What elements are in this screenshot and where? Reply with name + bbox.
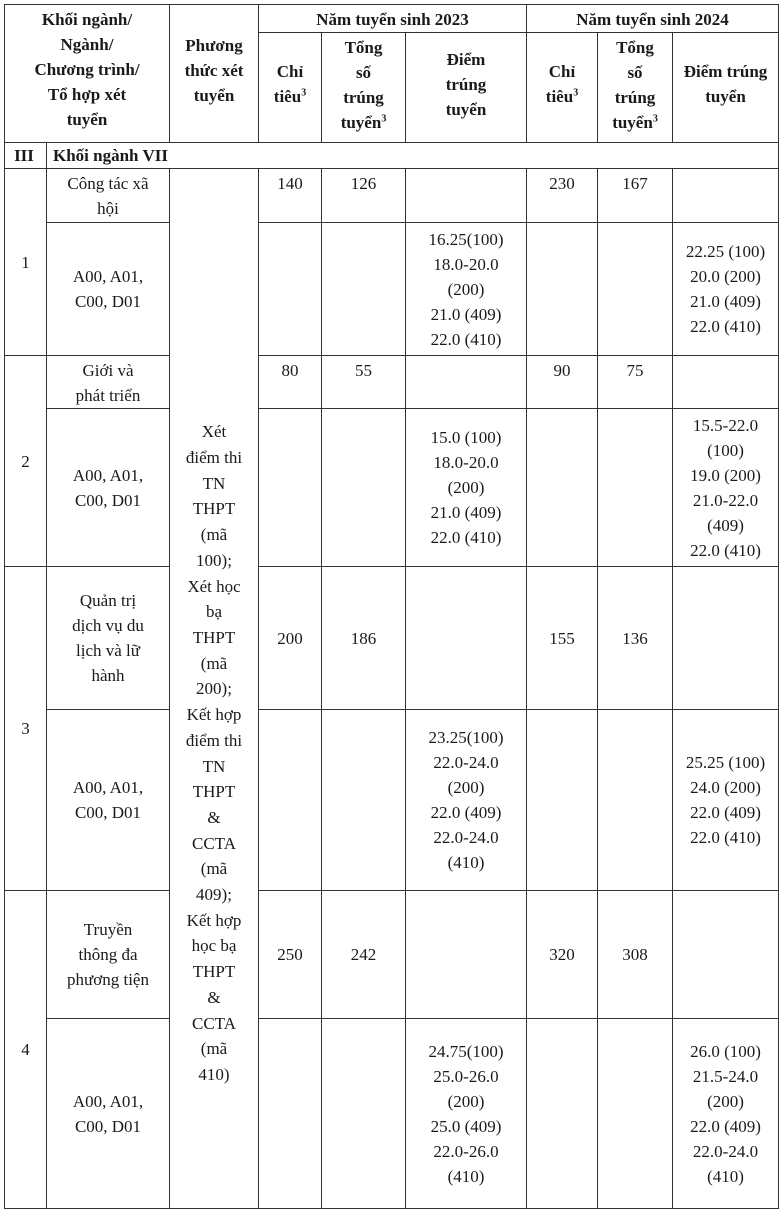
- header-tong-so-2023: Tổng số trúng tuyển$^3$: [322, 33, 406, 143]
- header-year-2024: Năm tuyển sinh 2024: [527, 5, 779, 33]
- score-2024: 15.5-22.0 (100) 19.0 (200) 21.0-22.0 (409) 22.0 (410): [673, 409, 779, 567]
- header-phuong-thuc: Phương thức xét tuyển: [170, 5, 259, 143]
- admitted-2023: 126: [322, 169, 406, 223]
- score-2024-empty: [673, 356, 779, 409]
- quota-2024: 320: [527, 891, 598, 1019]
- major-name: Giới và phát triển: [47, 356, 170, 409]
- header-chi-tieu-2023: Chỉ tiêu$^3$: [259, 33, 322, 143]
- row-number: 1: [5, 169, 47, 356]
- header-chi-tieu-2024: Chỉ tiêu$^3$: [527, 33, 598, 143]
- score-2023-empty: [406, 169, 527, 223]
- quota-2024: 155: [527, 567, 598, 710]
- row-number: 3: [5, 567, 47, 891]
- empty-cell: [322, 223, 406, 356]
- major-name: Công tác xã hội: [47, 169, 170, 223]
- score-2024-empty: [673, 169, 779, 223]
- empty-cell: [598, 1019, 673, 1209]
- admitted-2024: 167: [598, 169, 673, 223]
- admitted-2023: 55: [322, 356, 406, 409]
- admitted-2023: 186: [322, 567, 406, 710]
- section-number: III: [5, 143, 47, 169]
- subject-combo: A00, A01, C00, D01: [47, 223, 170, 356]
- header-diem-2023: Điểm trúng tuyển: [406, 33, 527, 143]
- header-tong-so-2024: Tổng số trúng tuyển$^3$: [598, 33, 673, 143]
- header-year-2023: Năm tuyển sinh 2023: [259, 5, 527, 33]
- admitted-2023: 242: [322, 891, 406, 1019]
- major-name: Truyền thông đa phương tiện: [47, 891, 170, 1019]
- row-number: 2: [5, 356, 47, 567]
- section-title: Khối ngành VII: [47, 143, 779, 169]
- quota-2023: 200: [259, 567, 322, 710]
- quota-2023: 80: [259, 356, 322, 409]
- header-diem-2024: Điểm trúng tuyển: [673, 33, 779, 143]
- subject-combo: A00, A01, C00, D01: [47, 1019, 170, 1209]
- row-number: 4: [5, 891, 47, 1209]
- score-2023-empty: [406, 356, 527, 409]
- score-2023: 16.25(100) 18.0-20.0 (200) 21.0 (409) 22.0 (410): [406, 223, 527, 356]
- score-2024-empty: [673, 567, 779, 710]
- quota-2023: 140: [259, 169, 322, 223]
- empty-cell: [527, 710, 598, 891]
- empty-cell: [259, 710, 322, 891]
- score-2024: 25.25 (100) 24.0 (200) 22.0 (409) 22.0 (410): [673, 710, 779, 891]
- empty-cell: [259, 409, 322, 567]
- empty-cell: [259, 1019, 322, 1209]
- score-2023-empty: [406, 567, 527, 710]
- score-2023-empty: [406, 891, 527, 1019]
- empty-cell: [322, 409, 406, 567]
- admitted-2024: 308: [598, 891, 673, 1019]
- quota-2024: 90: [527, 356, 598, 409]
- empty-cell: [598, 710, 673, 891]
- admission-table: [4, 4, 779, 1209]
- subject-combo: A00, A01, C00, D01: [47, 710, 170, 891]
- major-name: Quản trị dịch vụ du lịch và lữ hành: [47, 567, 170, 710]
- empty-cell: [598, 223, 673, 356]
- empty-cell: [598, 409, 673, 567]
- score-2024: 22.25 (100) 20.0 (200) 21.0 (409) 22.0 (410): [673, 223, 779, 356]
- score-2024-empty: [673, 891, 779, 1019]
- empty-cell: [322, 1019, 406, 1209]
- score-2023: 23.25(100) 22.0-24.0 (200) 22.0 (409) 22.0-24.0 (410): [406, 710, 527, 891]
- empty-cell: [527, 1019, 598, 1209]
- empty-cell: [322, 710, 406, 891]
- admission-method: Xét điểm thi TN THPT (mã 100); Xét học bạ THPT (mã 200); Kết hợp điểm thi TN THPT & CCTA (mã 409); Kết hợp học bạ THPT & CCTA (mã 410): [170, 169, 259, 1209]
- subject-combo: A00, A01, C00, D01: [47, 409, 170, 567]
- admitted-2024: 136: [598, 567, 673, 710]
- empty-cell: [259, 223, 322, 356]
- score-2023: 24.75(100) 25.0-26.0 (200) 25.0 (409) 22.0-26.0 (410): [406, 1019, 527, 1209]
- empty-cell: [527, 409, 598, 567]
- admitted-2024: 75: [598, 356, 673, 409]
- quota-2024: 230: [527, 169, 598, 223]
- header-khoi-nganh: Khối ngành/ Ngành/ Chương trình/ Tổ hợp xét tuyển: [5, 5, 170, 143]
- quota-2023: 250: [259, 891, 322, 1019]
- empty-cell: [527, 223, 598, 356]
- score-2023: 15.0 (100) 18.0-20.0 (200) 21.0 (409) 22.0 (410): [406, 409, 527, 567]
- score-2024: 26.0 (100) 21.5-24.0 (200) 22.0 (409) 22.0-24.0 (410): [673, 1019, 779, 1209]
